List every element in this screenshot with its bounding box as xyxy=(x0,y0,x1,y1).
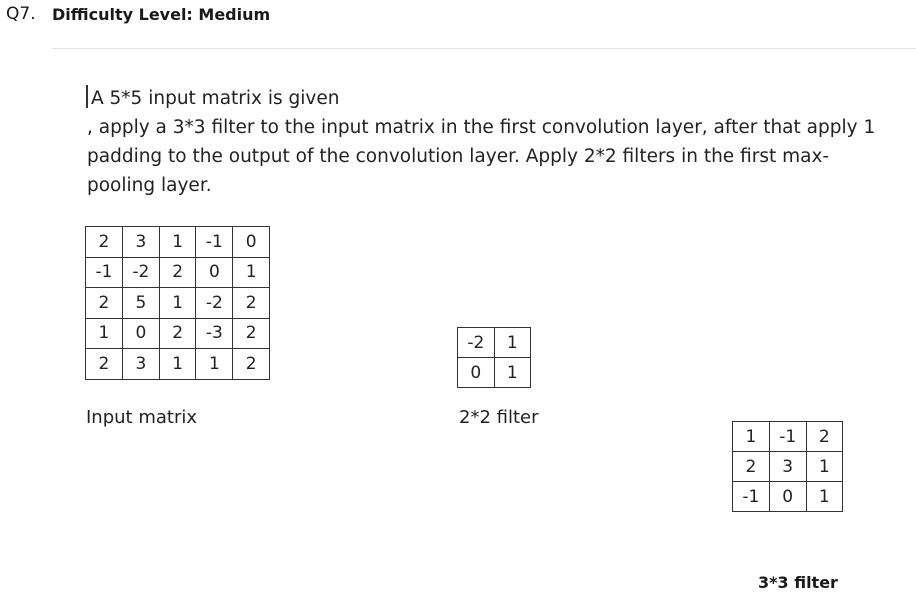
matrix-row xyxy=(733,482,843,512)
matrix-cell: 5 xyxy=(122,288,159,319)
filter-3x3-table xyxy=(732,421,843,512)
matrix-cell: 0 xyxy=(769,482,806,512)
matrix-row xyxy=(733,452,843,482)
matrix-cell: 3 xyxy=(122,227,159,258)
question-number: Q7. xyxy=(6,4,36,24)
matrix-row xyxy=(86,318,270,349)
matrix-cell: 0 xyxy=(458,358,495,388)
matrix-cell: -2 xyxy=(196,288,233,319)
matrix-cell: -2 xyxy=(458,328,495,358)
matrix-cell: -1 xyxy=(733,482,770,512)
matrix-cell: 1 xyxy=(159,227,196,258)
matrix-cell: 3 xyxy=(122,349,159,380)
matrix-row xyxy=(86,349,270,380)
matrix-cell: 2 xyxy=(233,318,270,349)
matrix-cell: 3 xyxy=(769,452,806,482)
matrix-cell: 2 xyxy=(806,422,842,452)
matrix-cell: 1 xyxy=(196,349,233,380)
input-matrix-table xyxy=(85,226,270,380)
matrix-cell: -2 xyxy=(122,257,159,288)
matrix-cell: 2 xyxy=(86,349,123,380)
filter-2x2-table xyxy=(457,327,531,388)
matrix-cell: 1 xyxy=(159,349,196,380)
matrix-cell: 1 xyxy=(86,318,123,349)
filter-3x3-caption: 3*3 filter xyxy=(758,573,838,592)
matrix-cell: -1 xyxy=(769,422,806,452)
difficulty-level: Difficulty Level: Medium xyxy=(52,5,271,24)
matrix-cell: 2 xyxy=(86,288,123,319)
statement-line-2: , apply a 3*3 filter to the input matrix in the first convolution layer, after that apply 1 xyxy=(87,117,876,138)
question-statement[interactable] xyxy=(87,84,897,200)
statement-line-4: pooling layer. xyxy=(87,175,212,196)
matrix-cell: -3 xyxy=(196,318,233,349)
divider xyxy=(52,48,916,49)
matrix-cell: 0 xyxy=(196,257,233,288)
matrix-row xyxy=(86,288,270,319)
matrix-cell: 0 xyxy=(122,318,159,349)
matrix-cell: 2 xyxy=(86,227,123,258)
matrix-cell: 1 xyxy=(233,257,270,288)
matrix-cell: -1 xyxy=(196,227,233,258)
matrix-cell: 2 xyxy=(233,349,270,380)
filter-2x2-caption: 2*2 filter xyxy=(459,407,539,428)
matrix-cell: 2 xyxy=(159,257,196,288)
matrix-cell: 1 xyxy=(494,358,530,388)
matrix-cell: 1 xyxy=(159,288,196,319)
matrix-cell: 2 xyxy=(233,288,270,319)
statement-line-1: A 5*5 input matrix is given xyxy=(91,88,340,109)
matrix-cell: 1 xyxy=(494,328,530,358)
matrix-cell: 1 xyxy=(806,482,842,512)
matrix-cell: 2 xyxy=(159,318,196,349)
matrix-cell: 2 xyxy=(733,452,770,482)
matrix-row xyxy=(458,358,531,388)
matrix-row xyxy=(733,422,843,452)
matrix-row xyxy=(458,328,531,358)
input-matrix-caption: Input matrix xyxy=(86,407,198,428)
matrix-cell: 1 xyxy=(733,422,770,452)
matrix-row xyxy=(86,257,270,288)
statement-line-3: padding to the output of the convolution layer. Apply 2*2 filters in the first max- xyxy=(87,146,830,167)
matrix-row xyxy=(86,227,270,258)
matrix-cell: -1 xyxy=(86,257,123,288)
matrix-cell: 0 xyxy=(233,227,270,258)
matrix-cell: 1 xyxy=(806,452,842,482)
